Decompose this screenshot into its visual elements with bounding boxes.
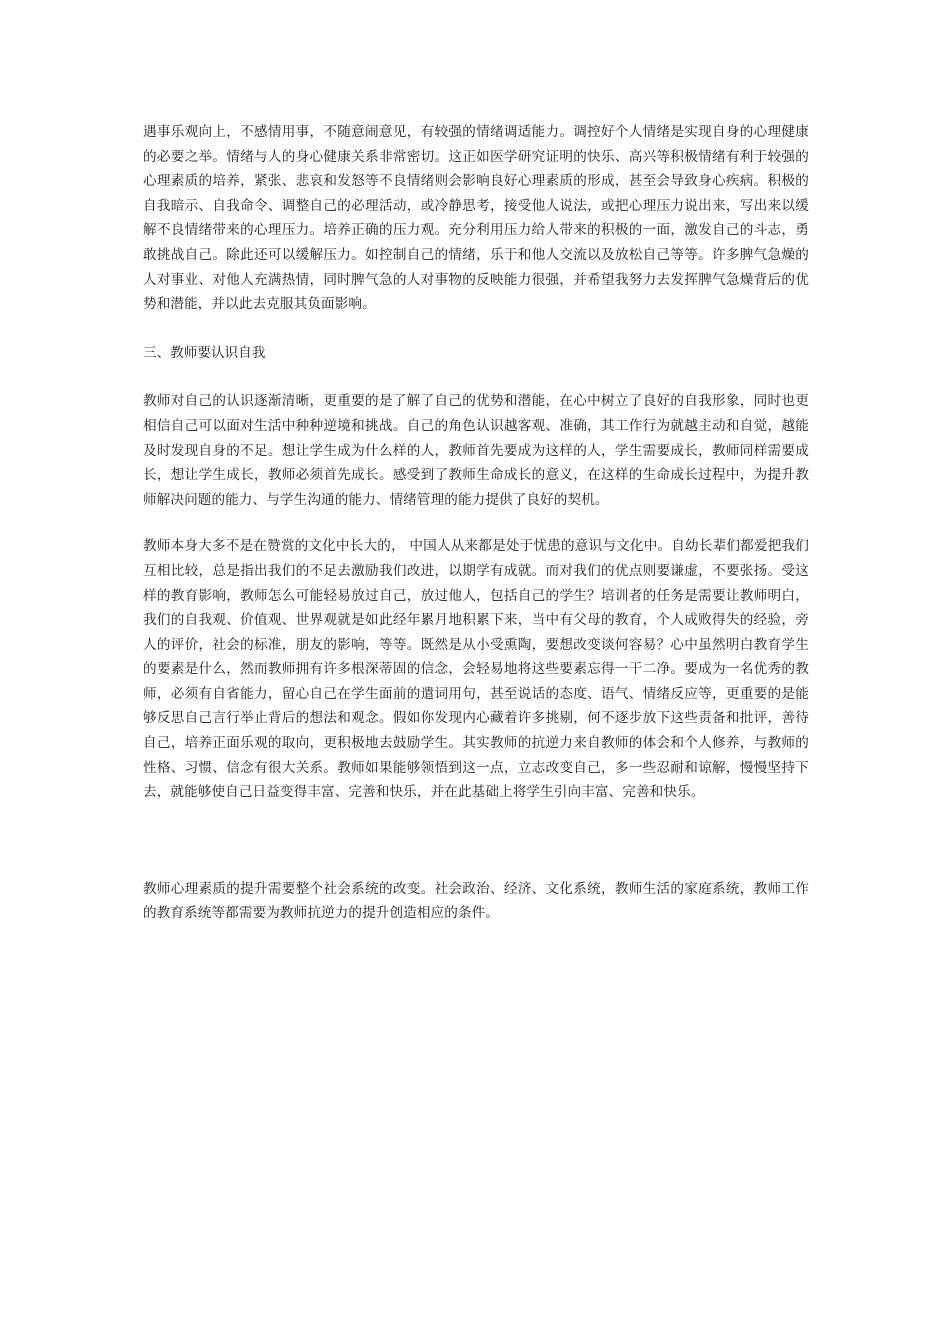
paragraph-spacer	[143, 317, 809, 341]
paragraph-self-awareness: 教师对自己的认识逐渐清晰，更重要的是了解了自己的优势和潜能，在心中树立了良好的自我形象，同时也更相信自己可以面对生活中种种逆境和挑战。自己的角色认识越客观、准确，其工作行为就越主动和自觉，越能及时发现自身的不足。想让学生成为什么样的人，教师首先要成为这样的人，学生需要成长，教师同样需要成长，想让学生成长，教师必须首先成长。感受到了教师生命成长的意义，在这样的生命成长过程中，为提升教师解决问题的能力、与学生沟通的能力、情绪管理的能力提供了良好的契机。	[143, 393, 809, 508]
paragraph-social-system: 教师心理素质的提升需要整个社会系统的改变。社会政治、经济、文化系统，教师生活的家庭系统，教师工作的教育系统等都需要为教师抗逆力的提升创造相应的条件。	[143, 880, 809, 922]
document-body	[143, 120, 809, 926]
section-heading-know-yourself: 三、教师要认识自我	[143, 344, 266, 361]
paragraph-spacer	[143, 365, 809, 389]
paragraph-emotion-regulation: 遇事乐观向上，不感情用事，不随意闹意见，有较强的情绪调适能力。调控好个人情绪是实现自身的心理健康的必要之举。情绪与人的身心健康关系非常密切。这正如医学研究证明的快乐、高兴等积极情绪有利于较强的心理素质的培养，紧张、悲哀和发怒等不良情绪则会影响良好心理素质的形成，甚至会导致身心疾病。积极的自我暗示、自我命令、调整自己的必理活动，或冷静思考，接受他人说法，或把心理压力说出来，写出来以缓解不良情绪带来的心理压力。培养正确的压力观。充分利用压力给人带来的积极的一面，激发自己的斗志，勇敢挑战自己。除此还可以缓解压力。如控制自己的情绪，乐于和他人交流以及放松自己等等。许多脾气急燥的人对事业、对他人充满热情，同时脾气急的人对事物的反映能力很强，并希望我努力去发挥脾气急燥背后的优势和潜能，并以此去克服其负面影响。	[143, 124, 809, 313]
paragraph-spacer	[143, 805, 809, 877]
paragraph-cultural-background: 教师本身大多不是在赞赏的文化中长大的， 中国人从来都是处于忧患的意识与文化中。自幼长辈们都爱把我们互相比较，总是指出我们的不足去激励我们改进，以期学有成就。而对我们的优点则要谦虚，不要张扬。受这样的教育影响，教师怎么可能轻易放过自己，放过他人，包括自己的学生？培训者的任务是需要让教师明白，我们的自我观、价值观、世界观就是如此经年累月地积累下来，当中有父母的教育，个人成败得失的经验，旁人的评价，社会的标准，朋友的影响，等等。既然是从小受熏陶，要想改变谈何容易？心中虽然明白教育学生的要素是什么，然而教师拥有许多根深蒂固的信念，会轻易地将这些要素忘得一干二净。要成为一名优秀的教师，必须有自省能力，留心自己在学生面前的遣词用句，甚至说话的态度、语气、情绪反应等，更重要的是能够反思自己言行举止背后的想法和观念。假如你发现内心藏着许多挑剔，何不逐步放下这些责备和批评，善待自己，培养正面乐观的取向，更积极地去鼓励学生。其实教师的抗逆力来自教师的体会和个人修养，与教师的性格、习惯、信念有很大关系。教师如果能够领悟到这一点，立志改变自己，多一些忍耐和谅解，慢慢坚持下去，就能够使自己日益变得丰富、完善和快乐，并在此基础上将学生引向丰富、完善和快乐。	[143, 538, 809, 801]
paragraph-spacer	[143, 512, 809, 534]
